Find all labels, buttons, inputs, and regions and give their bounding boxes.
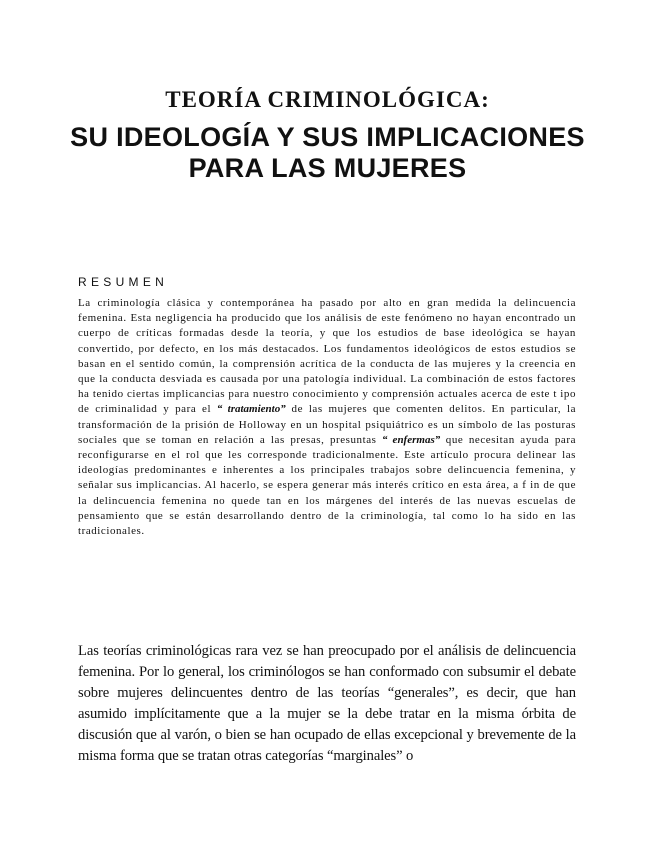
abstract-emphasis-enfermas: “ enfermas” <box>382 433 441 446</box>
title-line-1: TEORÍA CRIMINOLÓGICA: <box>165 87 490 112</box>
abstract-emphasis-tratamiento: “ tratamiento” <box>216 403 286 416</box>
abstract-text-part-2: de las mujeres que comenten delitos. En particular, la transformación de la prisión de Holloway en un hospital psiquiátrico es un símbolo de las posturas sociales que se toman en relación a las presas, presuntas <box>78 403 577 446</box>
abstract-text-part-3: que necesitan ayuda para reconfigurarse en el rol que les corresponde tradicionalmente. Este artículo procura delinear las ideologías predominantes e inherentes a los principales trabajos sobre delincuencia femenina, y señalar sus implicancias. Al hacerlo, se espera generar más interés crítico en esta área, a f in de que la delincuencia femenina no quede tan en los márgenes del interés de las nuevas escuelas de pensamiento que se están desarrollando dentro de la criminología, tal como lo ha sido en las tradicionales. <box>78 433 576 538</box>
body-paragraph: Las teorías criminológicas rara vez se han preocupado por el análisis de delincuencia femenina. Por lo general, los criminólogos se han conformado con subsumir el debate sobre mujeres delincuentes dentro de las teorías “generales”, es decir, que han asumido implícitamente que a la mujer se la debe tratar en la misma órbita de discusión que al varón, o bien se han ocupado de ellas excepcional y brevemente de la misma forma que se tratan otras categorías “marginales” o <box>78 643 576 764</box>
title-line-2: SU IDEOLOGÍA Y SUS IMPLICACIONES PARA LAS MUJERES <box>70 122 585 183</box>
abstract-text-part-1: La criminología clásica y contemporánea ha pasado por alto en gran medida la delincuencia femenina. Esta negligencia ha producido que los análisis de este fenómeno no hayan encontrado un cuerpo de críticas formadas desde la teoría, y que los estudios de base ideológica se hayan convertido, por defecto, en los más destacados. Los fundamentos ideológicos de estos estudios se basan en el sentido común, la comprensión acrítica de la conducta de las mujeres y la creencia en que la conducta desviada es causada por una patología individual. La combinación de estos factores ha tenido ciertas implicancias para nuestro conocimiento y comprensión actuales acerca de este t ipo de criminalidad y para el <box>78 297 576 416</box>
abstract-heading: RESUMEN <box>78 275 169 289</box>
abstract-text <box>78 296 576 539</box>
